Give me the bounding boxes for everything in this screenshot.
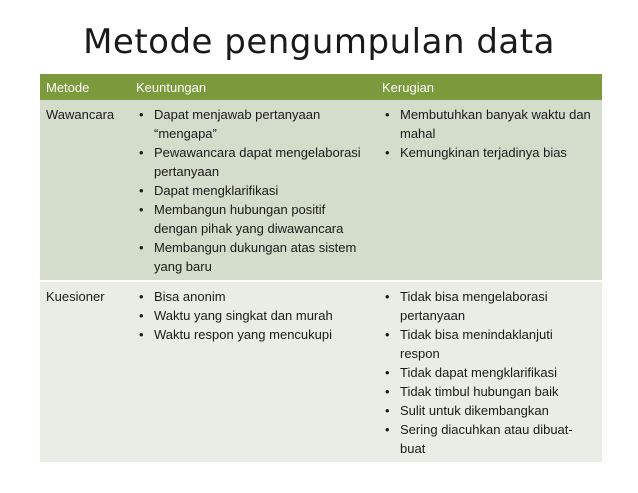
slide-title: Metode pengumpulan data — [83, 22, 555, 62]
list-item: • Membangun dukungan atas sistem yang baru — [136, 238, 370, 276]
list-item: • Waktu yang singkat dan murah — [136, 306, 370, 325]
advantages-cell — [130, 100, 376, 281]
list-item: • Tidak bisa mengelaborasi pertanyaan — [382, 287, 596, 325]
header-kerugian: Kerugian — [376, 74, 602, 100]
list-item: • Waktu respon yang mencukupi — [136, 325, 370, 344]
list-item: • Tidak timbul hubungan baik — [382, 382, 596, 401]
list-item: • Pewawancara dapat mengelaborasi pertanyaan — [136, 143, 370, 181]
header-metode: Metode — [40, 74, 130, 100]
list-item: • Tidak dapat mengklarifikasi — [382, 363, 596, 382]
table-row-kuesioner — [40, 281, 602, 462]
table-row-wawancara — [40, 100, 602, 281]
disadvantages-list — [382, 105, 596, 162]
advantages-cell — [130, 281, 376, 462]
table-header-row — [40, 74, 602, 100]
disadvantages-list — [382, 287, 596, 458]
comparison-table — [40, 74, 602, 462]
advantages-list — [136, 287, 370, 344]
list-item: • Kemungkinan terjadinya bias — [382, 143, 596, 162]
list-item: • Sering diacuhkan atau dibuat-buat — [382, 420, 596, 458]
list-item: • Sulit untuk dikembangkan — [382, 401, 596, 420]
disadvantages-cell — [376, 281, 602, 462]
advantages-list — [136, 105, 370, 276]
list-item: • Membutuhkan banyak waktu dan mahal — [382, 105, 596, 143]
disadvantages-cell — [376, 100, 602, 281]
list-item: • Dapat mengklarifikasi — [136, 181, 370, 200]
method-cell: Wawancara — [40, 100, 130, 281]
list-item: • Tidak bisa menindaklanjuti respon — [382, 325, 596, 363]
header-keuntungan: Keuntungan — [130, 74, 376, 100]
list-item: • Bisa anonim — [136, 287, 370, 306]
list-item: • Dapat menjawab pertanyaan “mengapa” — [136, 105, 370, 143]
list-item: • Membangun hubungan positif dengan pihak yang diwawancara — [136, 200, 370, 238]
method-cell: Kuesioner — [40, 281, 130, 462]
